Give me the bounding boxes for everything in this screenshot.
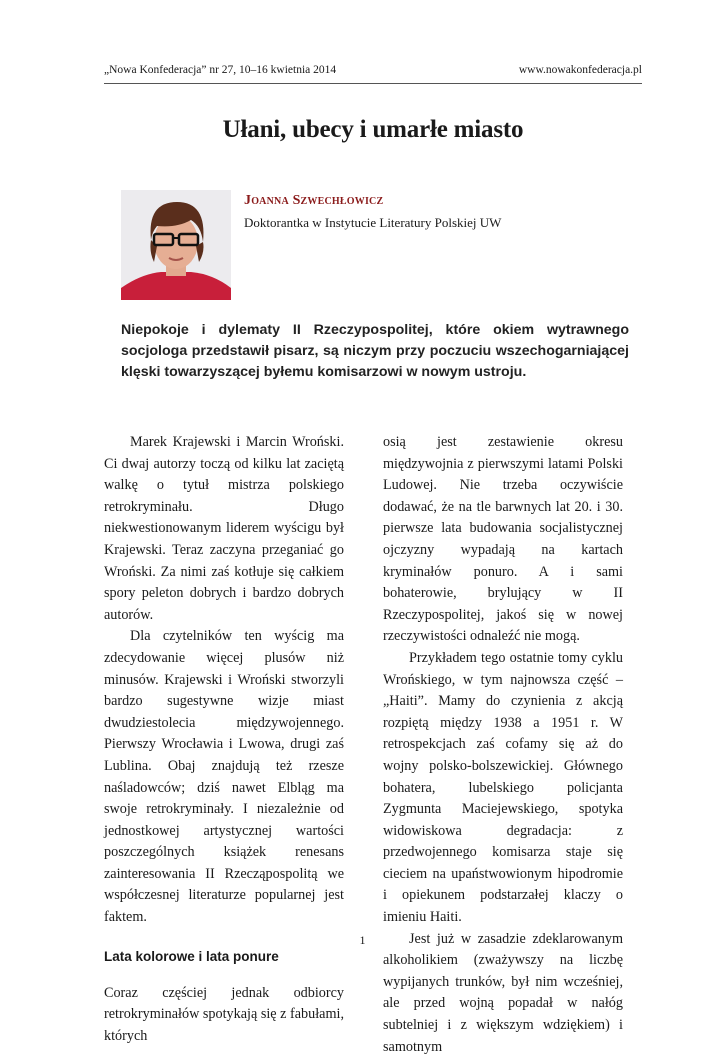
article-title: Ułani, ubecy i umarłe miasto <box>222 116 524 143</box>
page-header <box>104 64 642 80</box>
paragraph: Dla czytelników ten wyścig ma zdecydowanie więcej plusów niż minusów. Krajewski i Wroński stworzyli bardzo sugestywne wizje miast dwudziestolecia międzywojennego. Pierwszy Wrocławia i Lwowa, drugi zaś Lublina. Obaj znajdują też rzesze naśladowców; dziś nawet Elbląg ma swoje retrokryminały. I niezależnie od jednostkowej artystycznej wartości poszczególnych książek renesans zainteresowania II Rzecząpospolitą we współczesnej literaturze popularnej jest faktem. <box>104 628 344 926</box>
author-portrait-image <box>121 190 231 300</box>
paragraph: Jest już w zasadzie zdeklarowanym alkoholikiem (zważywszy na liczbę wypijanych trunków, był nim wcześniej, ale przed wojną popadał w nałóg subtelniej i z większym wdziękiem) i samotnym <box>383 930 623 1055</box>
paragraph: Marek Krajewski i Marcin Wroński. Ci dwaj autorzy toczą od kilku lat zaciętą walkę o tytuł mistrza polskiego retrokryminału. Długo niekwestionowanym liderem wyścigu był Krajewski. Teraz zaczyna przeganiać go Wroński. Za nimi zaś kotłuje się całkiem spory peleton dobrych i bardzo dobrych autorów. <box>104 434 344 623</box>
header-rule <box>104 83 642 84</box>
text-column-right <box>383 432 623 1058</box>
paragraph: Coraz częściej jednak odbiorcy retrokryminałów spotykają się z fabułami, których <box>104 984 344 1044</box>
paragraph: osią jest zestawienie okresu międzywojnia z pierwszymi latami Polski Ludowej. Nie trzeba oczywiście dodawać, że na tle barwnych lat 20. i 30. pierwsze lata budowania socjalistycznej ojczyzny wypadają na kartach kryminałów ponuro. A i sami bohaterowie, brylujący w II Rzeczypospolitej, jakoś się w nowej rzeczywistości odnaleźć nie mogą. <box>383 434 623 645</box>
author-photo <box>121 190 231 300</box>
page-number: 1 <box>359 933 366 947</box>
text-column-left <box>104 432 344 1047</box>
paragraph: Przykładem tego ostatnie tomy cyklu Wrońskiego, w tym najnowsza część – „Haiti”. Mamy do czynienia z akcją rozpiętą między 1938 a 1951 r. W retrospekcjach zaś cofamy się aż do wojny polsko-bolszewickiej. Głównego bohatera, lubelskiego policjanta Zygmunta Maciejewskiego, spotyka widowiskowa degradacja: z przedwojennego komisarza staje się cieciem na upaństwowionym hipodromie i opiekunem podstarzałej klaczy o imieniu Haiti. <box>383 649 623 926</box>
issue-info: „Nowa Konfederacja” nr 27, 10–16 kwietnia 2014 <box>104 64 337 76</box>
section-subheading: Lata kolorowe i lata ponure <box>104 948 279 964</box>
author-name: Joanna Szwechłowicz <box>244 193 384 208</box>
author-affiliation: Doktorantka w Instytucie Literatury Polskiej UW <box>244 215 502 230</box>
website-url[interactable]: www.nowakonfederacja.pl <box>518 64 642 76</box>
article-lead: Niepokoje i dylematy II Rzeczypospolitej, które okiem wytrawnego socjologa przedstawił pisarz, są niczym przy poczuciu wszechogarniającej klęski towarzyszącej byłemu komisarzowi w nowym ustroju. <box>121 322 629 380</box>
